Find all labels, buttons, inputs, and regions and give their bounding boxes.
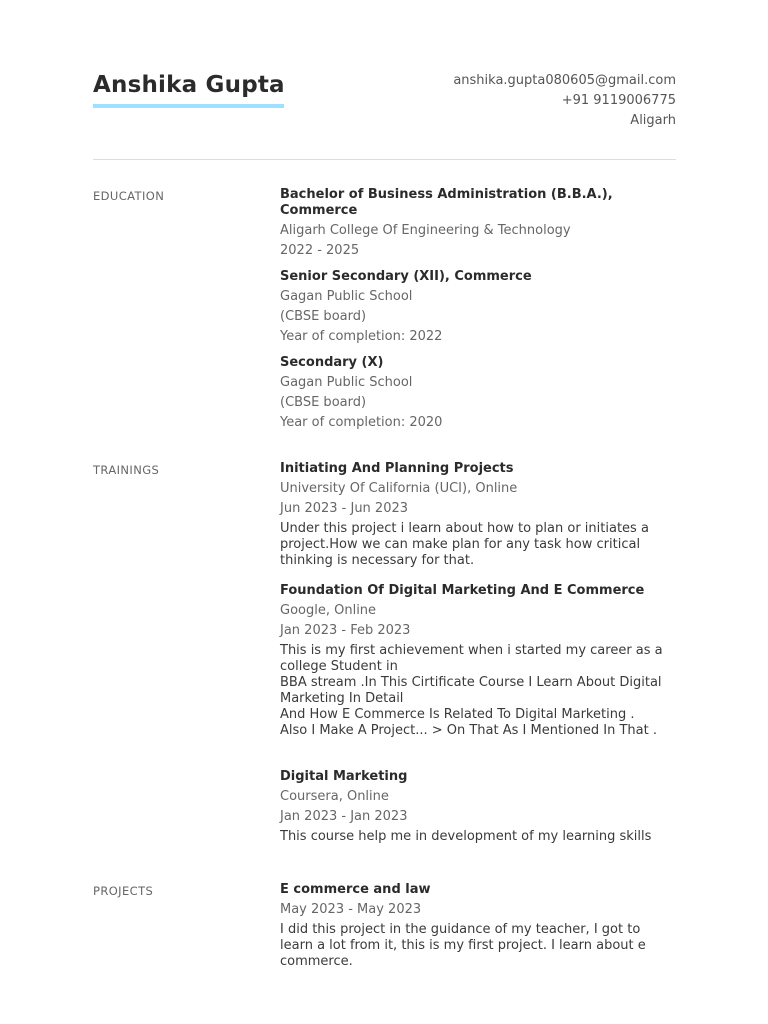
entry-line: Gagan Public School	[280, 375, 413, 390]
education-section	[280, 187, 676, 441]
entry-description-line: Also I Make A Project... > On That As I Mentioned In That .	[280, 723, 657, 738]
entry-description-line: BBA stream .In This Cirtificate Course I Learn About Digital Marketing In Detail	[280, 675, 662, 706]
entry-line: (CBSE board)	[280, 309, 367, 324]
entry-description: This course help me in development of my learning skills	[280, 829, 652, 844]
entry-line: University Of California (UCI), Online	[280, 481, 518, 496]
contact-location: Aligarh	[630, 113, 676, 128]
entry-title: Digital Marketing	[280, 769, 408, 784]
entry-line: Coursera, Online	[280, 789, 389, 804]
entry-title: Bachelor of Business Administration (B.B.A.), Commerce	[280, 187, 613, 218]
section-label-trainings: TRAININGS	[93, 463, 160, 477]
training-entry	[280, 583, 676, 739]
entry-title: Foundation Of Digital Marketing And E Commerce	[280, 583, 645, 598]
entry-line: Jan 2023 - Feb 2023	[280, 623, 411, 638]
entry-line: Year of completion: 2022	[280, 329, 443, 344]
contact-phone: +91 9119006775	[561, 93, 676, 108]
contact-email[interactable]: anshika.gupta080605@gmail.com	[453, 73, 676, 88]
entry-title: Initiating And Planning Projects	[280, 461, 514, 476]
section-label-education: EDUCATION	[93, 189, 165, 203]
name-underline	[93, 104, 284, 108]
education-entry	[280, 269, 676, 347]
entry-line: 2022 - 2025	[280, 243, 360, 258]
training-entry	[280, 769, 676, 845]
training-entry	[280, 461, 676, 569]
entry-line: Aligarh College Of Engineering & Technology	[280, 223, 571, 238]
contact-block	[453, 71, 676, 131]
entry-line: Gagan Public School	[280, 289, 413, 304]
projects-section	[280, 882, 676, 978]
entry-title: Senior Secondary (XII), Commerce	[280, 269, 532, 284]
candidate-name: Anshika Gupta	[93, 72, 285, 98]
entry-line: Jan 2023 - Jan 2023	[280, 809, 408, 824]
section-label-projects: PROJECTS	[93, 884, 154, 898]
entry-line: Year of completion: 2020	[280, 415, 443, 430]
entry-description: I did this project in the guidance of my teacher, I got to learn a lot from it, this is my first project. I learn about e commerce.	[280, 922, 646, 969]
entry-line: (CBSE board)	[280, 395, 367, 410]
entry-title: E commerce and law	[280, 882, 431, 897]
entry-title: Secondary (X)	[280, 355, 384, 370]
project-entry	[280, 882, 676, 970]
entry-line: May 2023 - May 2023	[280, 902, 422, 917]
entry-description: Under this project i learn about how to plan or initiates a project.How we can make plan for any task how critical thinking is necessary for that.	[280, 521, 649, 568]
entry-line: Google, Online	[280, 603, 377, 618]
education-entry	[280, 355, 676, 433]
entry-line: Jun 2023 - Jun 2023	[280, 501, 409, 516]
education-entry	[280, 187, 676, 261]
header-divider	[93, 159, 676, 160]
entry-description-line: And How E Commerce Is Related To Digital Marketing .	[280, 707, 635, 722]
entry-description-line: This is my first achievement when i started my career as a college Student in	[280, 643, 663, 674]
trainings-section	[280, 461, 676, 853]
